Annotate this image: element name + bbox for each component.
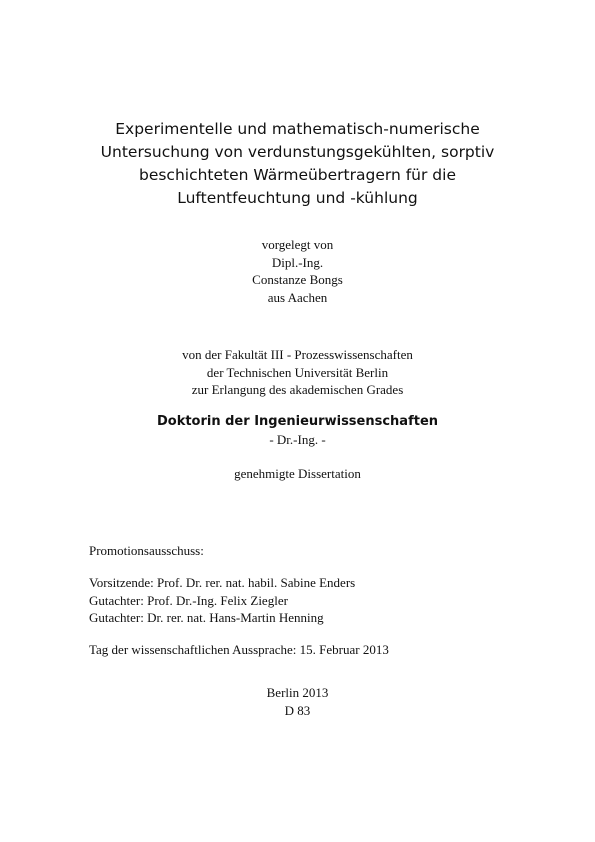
dissertation-note: genehmigte Dissertation bbox=[234, 466, 361, 481]
dissertation-block bbox=[40, 465, 555, 483]
author-origin: aus Aachen bbox=[267, 289, 328, 305]
faculty-block bbox=[40, 346, 555, 399]
faculty-line-2: der Technischen Universität Berlin bbox=[206, 364, 389, 380]
dissertation-number: D 83 bbox=[284, 702, 311, 718]
author-name: Constanze Bongs bbox=[252, 272, 343, 287]
submitted-by: vorgelegt von bbox=[261, 237, 334, 252]
defense-date-block bbox=[89, 641, 559, 659]
thesis-title bbox=[40, 118, 555, 210]
title-line-4: Luftentfeuchtung und -kühlung bbox=[177, 189, 418, 207]
defense-date: Tag der wissenschaftlichen Aussprache: 15. Februar 2013 bbox=[89, 642, 389, 657]
degree-abbreviation: - Dr.-Ing. - bbox=[269, 432, 326, 447]
author-degree: Dipl.-Ing. bbox=[271, 254, 324, 270]
faculty-line-3: zur Erlangung des akademischen Grades bbox=[191, 382, 404, 397]
imprint-block bbox=[40, 684, 555, 719]
degree-block bbox=[40, 413, 555, 449]
place-year: Berlin 2013 bbox=[266, 685, 329, 700]
committee-reviewer-2: Gutachter: Dr. rer. nat. Hans-Martin Henning bbox=[89, 610, 324, 625]
author-block bbox=[40, 236, 555, 306]
title-line-1: Experimentelle und mathematisch-numerische bbox=[115, 120, 480, 138]
committee-heading: Promotionsausschuss: bbox=[89, 543, 204, 558]
committee-chair: Vorsitzende: Prof. Dr. rer. nat. habil. Sabine Enders bbox=[89, 575, 356, 590]
committee-reviewer-1: Gutachter: Prof. Dr.-Ing. Felix Ziegler bbox=[89, 592, 288, 608]
title-line-3: beschichteten Wärmeübertragern für die bbox=[138, 166, 456, 184]
title-line-2: Untersuchung von verdunstungsgekühlten, sorptiv bbox=[100, 143, 495, 161]
committee-block bbox=[89, 574, 559, 627]
faculty-line-1: von der Fakultät III - Prozesswissenschaften bbox=[182, 347, 413, 362]
degree-title: Doktorin der Ingenieurwissenschaften bbox=[156, 414, 439, 429]
committee-heading-block bbox=[89, 542, 559, 560]
